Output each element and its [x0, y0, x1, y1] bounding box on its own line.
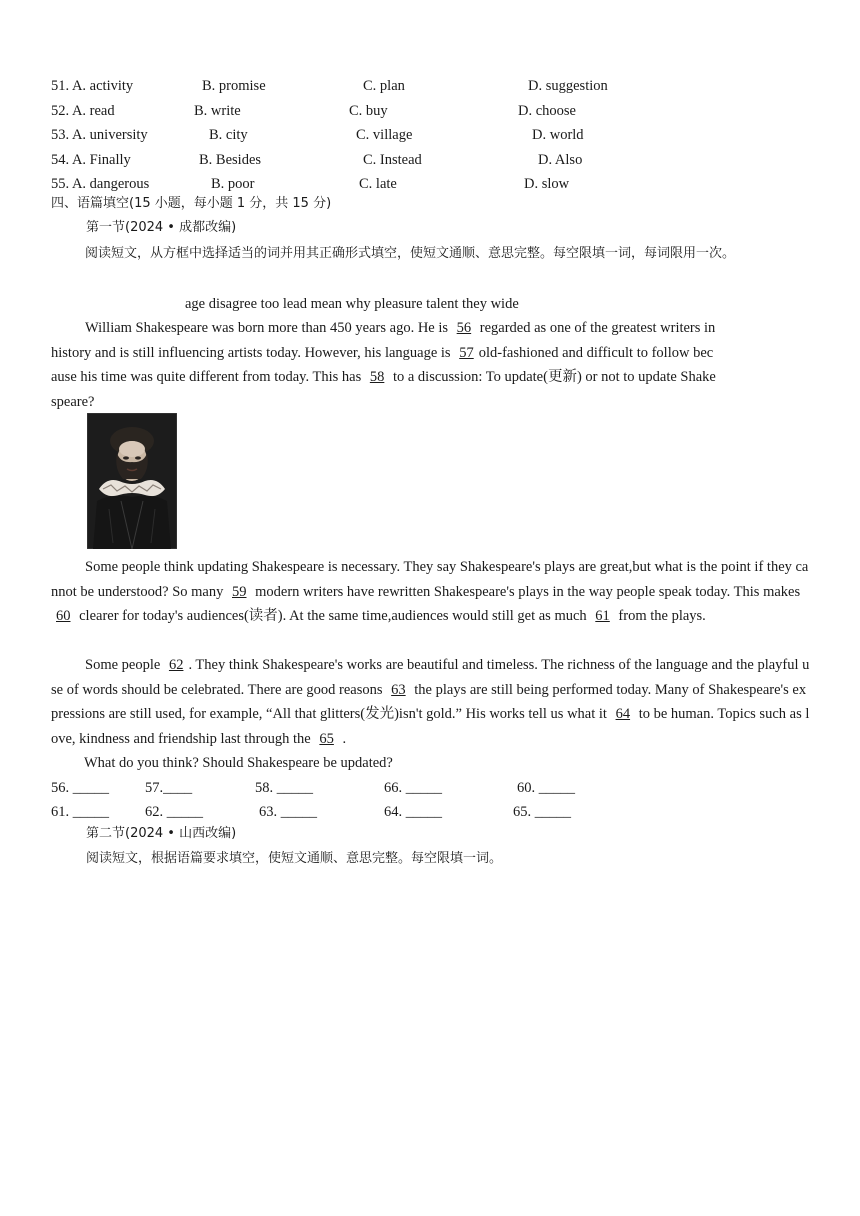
- option-a: 55. A. dangerous: [51, 176, 150, 192]
- part1-instruction: 阅读短文，从方框中选择适当的词并用其正确形式填空，使短文通顺、意思完整。每空限填一词，每词限用一次。: [85, 246, 736, 261]
- option-d: D. choose: [518, 103, 576, 119]
- option-a: 52. A. read: [51, 103, 115, 119]
- option-c: C. late: [359, 176, 397, 192]
- blank-56: 56: [456, 320, 472, 336]
- option-a: 54. A. Finally: [51, 152, 131, 168]
- option-b: B. promise: [202, 78, 266, 94]
- option-b: B. poor: [211, 176, 255, 192]
- option-c: C. village: [356, 127, 413, 143]
- answer-slot[interactable]: 63. _____: [259, 804, 317, 820]
- part2-instruction: 阅读短文，根据语篇要求填空，使短文通顺、意思完整。每空限填一词。: [86, 851, 503, 866]
- section-title: 四、语篇填空(15 小题，每小题 1 分，共 15 分): [51, 196, 332, 211]
- passage-paragraph-3: Some people 62 . They think Shakespeare's works are beautiful and timeless. The richness of the language and the playful use of words should be celebrated. There are good reasons 63 the plays are still being performed today. Many of Shakespeare's expressions are still used, for example, “All that glitters(发光)isn't gold.” His works tell us what it 64 to be human. Topics such as love, kindness and friendship last through the 65 .: [51, 657, 810, 747]
- blank-61: 61: [595, 608, 610, 624]
- option-b: B. Besides: [199, 152, 262, 168]
- option-c: C. plan: [363, 78, 405, 94]
- passage-paragraph-2: Some people think updating Shakespeare is necessary. They say Shakespeare's plays are great,but what is the point if they cannot be understood? So many 59 modern writers have rewritten Shakespeare's plays in the way people speak today. This makes 60 clearer for today's audiences(读者). At the same time,audiences would still get as much 61 from the plays.: [51, 559, 809, 624]
- option-row-54: [51, 150, 811, 170]
- blank-60: 60: [56, 608, 71, 624]
- blank-62: 62: [168, 657, 184, 673]
- option-a: 53. A. university: [51, 127, 148, 143]
- answer-slot[interactable]: 57.____: [145, 780, 193, 796]
- blank-59: 59: [232, 583, 247, 600]
- passage-paragraph-1: William Shakespeare was born more than 450 years ago. He is 56 regarded as one of the greatest writers in history and is still influencing artists today. However, his language is 57 old-fashioned and difficult to follow because his time was quite different from today. This has 58 to a discussion: To update(更新) or not to update Shakespeare?: [51, 320, 716, 410]
- answer-slot[interactable]: 65. _____: [513, 804, 571, 820]
- answer-slot[interactable]: 64. _____: [384, 804, 442, 820]
- answer-row-1: [51, 778, 751, 798]
- option-row-53: [51, 125, 811, 145]
- option-d: D. suggestion: [528, 78, 608, 94]
- option-c: C. Instead: [363, 152, 422, 168]
- option-row-55: [51, 174, 811, 194]
- blank-57: 57: [459, 344, 474, 361]
- option-d: D. Also: [538, 152, 583, 168]
- blank-58: 58: [369, 369, 385, 385]
- shakespeare-portrait: [87, 413, 177, 549]
- answer-slot[interactable]: 61. _____: [51, 804, 109, 820]
- option-b: B. write: [194, 103, 241, 119]
- option-c: C. buy: [349, 103, 388, 119]
- answer-slot[interactable]: 60. _____: [517, 780, 575, 796]
- part1-title: 第一节(2024 • 成都改编): [86, 220, 237, 235]
- word-box: age disagree too lead mean why pleasure talent they wide: [185, 296, 519, 312]
- option-row-52: [51, 101, 811, 121]
- answer-slot[interactable]: 58. _____: [255, 780, 313, 796]
- blank-65: 65: [319, 730, 334, 747]
- part2-title: 第二节(2024 • 山西改编): [86, 826, 237, 841]
- answer-slot[interactable]: 62. _____: [145, 804, 203, 820]
- option-row-51: [51, 76, 811, 96]
- option-b: B. city: [209, 127, 248, 143]
- closing-question: What do you think? Should Shakespeare be updated?: [84, 755, 393, 771]
- option-d: D. slow: [524, 176, 570, 192]
- answer-slot[interactable]: 66. _____: [384, 780, 442, 796]
- answer-slot[interactable]: 56. _____: [51, 780, 109, 796]
- blank-63: 63: [391, 681, 406, 698]
- option-a: 51. A. activity: [51, 78, 134, 94]
- blank-64: 64: [615, 706, 631, 722]
- option-d: D. world: [532, 127, 584, 143]
- answer-row-2: [51, 802, 751, 822]
